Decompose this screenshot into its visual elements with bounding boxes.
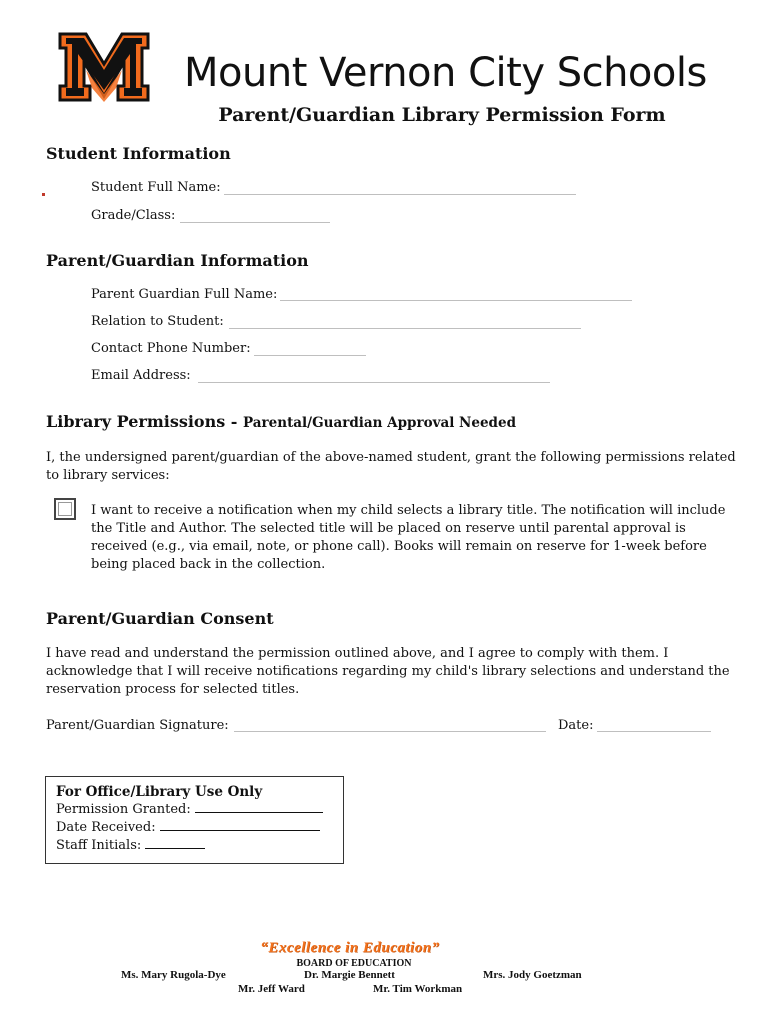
board-member: Mr. Jeff Ward xyxy=(238,983,305,995)
student-name-label: Student Full Name: xyxy=(91,180,221,195)
parent-name-label: Parent Guardian Full Name: xyxy=(91,287,278,302)
date-label: Date: xyxy=(558,718,594,733)
permissions-subheading: Parental/Guardian Approval Needed xyxy=(243,415,517,431)
board-member: Ms. Mary Rugola-Dye xyxy=(121,969,226,981)
school-name: Mount Vernon City Schools xyxy=(184,50,707,96)
consent-text: I have read and understand the permission outlined above, and I agree to comply with them. I acknowledge that I will receive notifications regarding my child's library selections and understand the reservation process for selected titles. xyxy=(46,646,730,697)
parent-name-field[interactable] xyxy=(280,300,632,301)
phone-label: Contact Phone Number: xyxy=(91,341,251,356)
board-member: Dr. Margie Bennett xyxy=(304,969,395,981)
parent-info-heading: Parent/Guardian Information xyxy=(46,251,309,270)
staff-initials-label: Staff Initials: xyxy=(56,838,142,853)
notification-checkbox-text: I want to receive a notification when my child selects a library title. The notification will include the Title and Author. The selected title will be placed on reserve until parental approval is received (e.g., via email, note, or phone call). Books will remain on reserve for 1-week before being placed back in the collection. xyxy=(91,503,726,572)
date-received-row xyxy=(56,820,320,835)
margin-mark xyxy=(42,193,45,196)
permissions-heading xyxy=(46,412,516,431)
office-box-heading: For Office/Library Use Only xyxy=(56,784,263,800)
permission-granted-field[interactable] xyxy=(195,802,323,813)
school-logo xyxy=(56,30,152,106)
board-member: Mr. Tim Workman xyxy=(373,983,463,995)
email-field[interactable] xyxy=(198,382,550,383)
email-label: Email Address: xyxy=(91,368,191,383)
phone-field[interactable] xyxy=(254,355,366,356)
permissions-intro: I, the undersigned parent/guardian of the above-named student, grant the following permissions related to library services: xyxy=(46,450,736,483)
signature-field[interactable] xyxy=(234,731,546,732)
relation-label: Relation to Student: xyxy=(91,314,224,329)
relation-field[interactable] xyxy=(229,328,581,329)
consent-heading: Parent/Guardian Consent xyxy=(46,609,274,628)
signature-label: Parent/Guardian Signature: xyxy=(46,718,229,733)
form-title: Parent/Guardian Library Permission Form xyxy=(218,104,666,126)
board-title: BOARD OF EDUCATION xyxy=(296,958,412,969)
permission-granted-label: Permission Granted: xyxy=(56,802,191,817)
office-use-box xyxy=(45,776,344,864)
date-received-label: Date Received: xyxy=(56,820,156,835)
grade-field[interactable] xyxy=(180,222,330,223)
staff-initials-row xyxy=(56,838,205,853)
student-info-heading: Student Information xyxy=(46,144,231,163)
permission-granted-row xyxy=(56,802,323,817)
date-received-field[interactable] xyxy=(160,820,320,831)
date-field[interactable] xyxy=(597,731,711,732)
motto: “Excellence in Education” xyxy=(260,940,440,956)
notification-checkbox[interactable] xyxy=(54,498,76,520)
board-member: Mrs. Jody Goetzman xyxy=(483,969,582,981)
permissions-heading-main: Library Permissions - xyxy=(46,412,244,431)
grade-label: Grade/Class: xyxy=(91,208,176,223)
student-name-field[interactable] xyxy=(224,194,576,195)
staff-initials-field[interactable] xyxy=(145,838,205,849)
